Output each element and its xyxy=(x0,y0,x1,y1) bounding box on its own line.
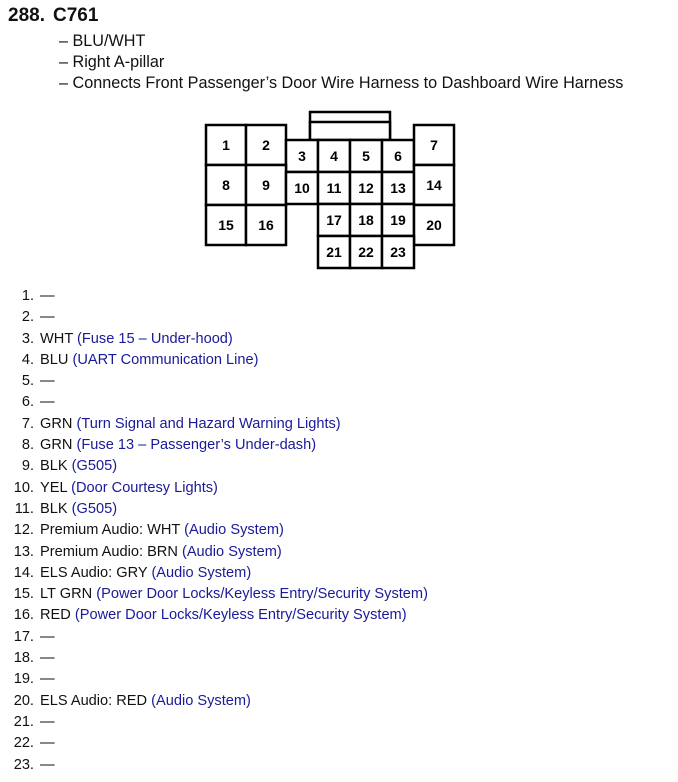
cavity-label: 13 xyxy=(390,180,406,196)
cavity-label: 10 xyxy=(294,180,310,196)
cavity-label: 19 xyxy=(390,212,406,228)
pin-wire: — xyxy=(40,288,55,304)
pin-wire: — xyxy=(40,394,55,411)
pin-number: 16. xyxy=(13,607,34,624)
cavity-21 xyxy=(318,236,350,268)
pin-wire: GRN xyxy=(40,437,73,454)
cavity-label: 4 xyxy=(330,148,338,164)
pin-circuit: (Audio System) xyxy=(184,522,284,539)
cavity-3 xyxy=(286,140,318,172)
pin-circuit: (G505) xyxy=(71,500,118,517)
cavity-label: 21 xyxy=(326,244,342,260)
pin-number: 22. xyxy=(13,735,34,752)
cavity-label: 3 xyxy=(298,148,306,164)
pin-circuit: (Audio System) xyxy=(151,564,252,581)
cavity-2 xyxy=(246,125,286,165)
pin-number: 19. xyxy=(13,671,34,688)
pin-number: 6. xyxy=(21,394,34,411)
cavity-label: 20 xyxy=(426,217,442,233)
pin-circuit: (Fuse 15 – Under-hood) xyxy=(77,330,233,347)
connector-number: 288. xyxy=(8,5,45,26)
pin-row xyxy=(0,499,428,520)
pin-wire: YEL xyxy=(40,479,68,496)
pin-wire: — xyxy=(40,671,55,688)
cavity-14 xyxy=(414,165,454,205)
pin-row xyxy=(0,691,428,712)
pin-row xyxy=(0,456,428,477)
connector-face-diagram xyxy=(0,0,678,282)
pin-circuit: (Audio System) xyxy=(181,543,282,560)
pin-number: 1. xyxy=(21,288,34,304)
pin-number: 8. xyxy=(21,437,34,454)
pin-number: 2. xyxy=(21,309,34,326)
pin-circuit: (Power Door Locks/Keyless Entry/Security System) xyxy=(74,607,407,624)
pin-number: 20. xyxy=(13,692,34,709)
connector-code: C761 xyxy=(52,5,99,26)
cavity-13 xyxy=(382,172,414,204)
pin-row xyxy=(0,648,428,669)
pin-number: 9. xyxy=(21,458,34,475)
pin-circuit: (Door Courtesy Lights) xyxy=(71,479,218,496)
cavity-9 xyxy=(246,165,286,205)
connector-latch-inner xyxy=(310,122,390,140)
pin-wire: BLU xyxy=(40,351,69,368)
pin-wire: — xyxy=(40,756,55,773)
pin-row xyxy=(0,307,428,328)
pin-row xyxy=(0,563,428,584)
cavity-label: 8 xyxy=(222,177,230,193)
pin-row xyxy=(0,435,428,456)
pin-circuit: (Audio System) xyxy=(151,692,251,709)
cavity-label: 22 xyxy=(358,244,374,260)
pin-number: 3. xyxy=(21,330,34,347)
cavity-17 xyxy=(318,204,350,236)
pin-wire: RED xyxy=(40,607,71,624)
pin-row xyxy=(0,350,428,371)
pin-row xyxy=(0,286,428,307)
cavity-label: 14 xyxy=(426,177,442,193)
pin-row xyxy=(0,605,428,626)
pin-number: 18. xyxy=(13,650,34,667)
pin-circuit: (Turn Signal and Hazard Warning Lights) xyxy=(76,415,341,432)
cavity-label: 15 xyxy=(218,217,234,233)
pin-number: 11. xyxy=(14,500,34,517)
pin-list xyxy=(0,286,428,776)
cavity-16 xyxy=(246,205,286,245)
pin-number: 12. xyxy=(13,522,34,539)
cavity-label: 7 xyxy=(430,137,438,153)
cavity-label: 12 xyxy=(358,180,374,196)
pin-wire: — xyxy=(40,713,55,730)
pin-number: 14. xyxy=(13,564,34,581)
cavity-7 xyxy=(414,125,454,165)
cavity-22 xyxy=(350,236,382,268)
pin-circuit: (G505) xyxy=(71,458,118,475)
cavity-19 xyxy=(382,204,414,236)
cavity-15 xyxy=(206,205,246,245)
cavity-6 xyxy=(382,140,414,172)
cavity-label: 9 xyxy=(262,177,270,193)
pin-circuit: (Fuse 13 – Passenger’s Under-dash) xyxy=(76,437,317,454)
pin-number: 5. xyxy=(21,373,34,390)
cavity-10 xyxy=(286,172,318,204)
pin-wire: Premium Audio: WHT xyxy=(40,522,181,539)
pin-number: 17. xyxy=(13,628,34,645)
pin-row xyxy=(0,329,428,350)
cavity-1 xyxy=(206,125,246,165)
pin-wire: Premium Audio: BRN xyxy=(40,543,178,560)
connector-connects: – Connects Front Passenger’s Door Wire Harness to Dashboard Wire Harness xyxy=(59,74,624,92)
cavity-8 xyxy=(206,165,246,205)
cavity-label: 5 xyxy=(362,148,370,164)
cavity-label: 2 xyxy=(262,137,270,153)
pin-row xyxy=(0,392,428,413)
pin-wire: — xyxy=(40,628,55,645)
pin-wire: ELS Audio: RED xyxy=(40,692,148,709)
pin-row xyxy=(0,478,428,499)
pin-wire: BLK xyxy=(40,458,68,475)
pin-wire: — xyxy=(40,373,55,390)
cavity-4 xyxy=(318,140,350,172)
pin-row xyxy=(0,542,428,563)
pin-row xyxy=(0,414,428,435)
connector-color: – BLU/WHT xyxy=(59,32,146,50)
pin-row xyxy=(0,669,428,690)
pin-circuit: (UART Communication Line) xyxy=(72,351,259,368)
pin-row xyxy=(0,712,428,733)
cavity-23 xyxy=(382,236,414,268)
pin-row xyxy=(0,755,428,776)
pin-row xyxy=(0,371,428,392)
cavity-label: 17 xyxy=(326,212,342,228)
pin-number: 21. xyxy=(13,713,34,730)
pin-number: 10. xyxy=(13,479,34,496)
pin-number: 13. xyxy=(13,543,34,560)
cavity-label: 16 xyxy=(258,217,274,233)
cavity-label: 1 xyxy=(222,137,230,153)
pin-wire: WHT xyxy=(40,330,73,347)
pin-number: 15. xyxy=(13,586,34,603)
cavity-label: 11 xyxy=(326,180,342,196)
pin-wire: — xyxy=(40,650,55,667)
pin-number: 7. xyxy=(21,415,34,432)
cavity-11 xyxy=(318,172,350,204)
cavity-18 xyxy=(350,204,382,236)
pin-wire: — xyxy=(40,309,55,326)
pin-row xyxy=(0,627,428,648)
pin-row xyxy=(0,520,428,541)
pin-wire: LT GRN xyxy=(40,586,93,603)
cavity-label: 6 xyxy=(394,148,402,164)
pin-wire: GRN xyxy=(40,415,73,432)
pin-number: 23. xyxy=(13,756,34,773)
cavity-label: 18 xyxy=(358,212,374,228)
pin-row xyxy=(0,733,428,754)
connector-location: – Right A-pillar xyxy=(59,53,165,71)
pin-row xyxy=(0,584,428,605)
pin-wire: BLK xyxy=(40,500,68,517)
pin-wire: ELS Audio: GRY xyxy=(40,564,148,581)
pin-circuit: (Power Door Locks/Keyless Entry/Security System) xyxy=(96,586,428,603)
cavity-5 xyxy=(350,140,382,172)
cavity-label: 23 xyxy=(390,244,406,260)
cavity-12 xyxy=(350,172,382,204)
cavity-20 xyxy=(414,205,454,245)
pin-wire: — xyxy=(40,735,55,752)
pin-number: 4. xyxy=(21,351,34,368)
